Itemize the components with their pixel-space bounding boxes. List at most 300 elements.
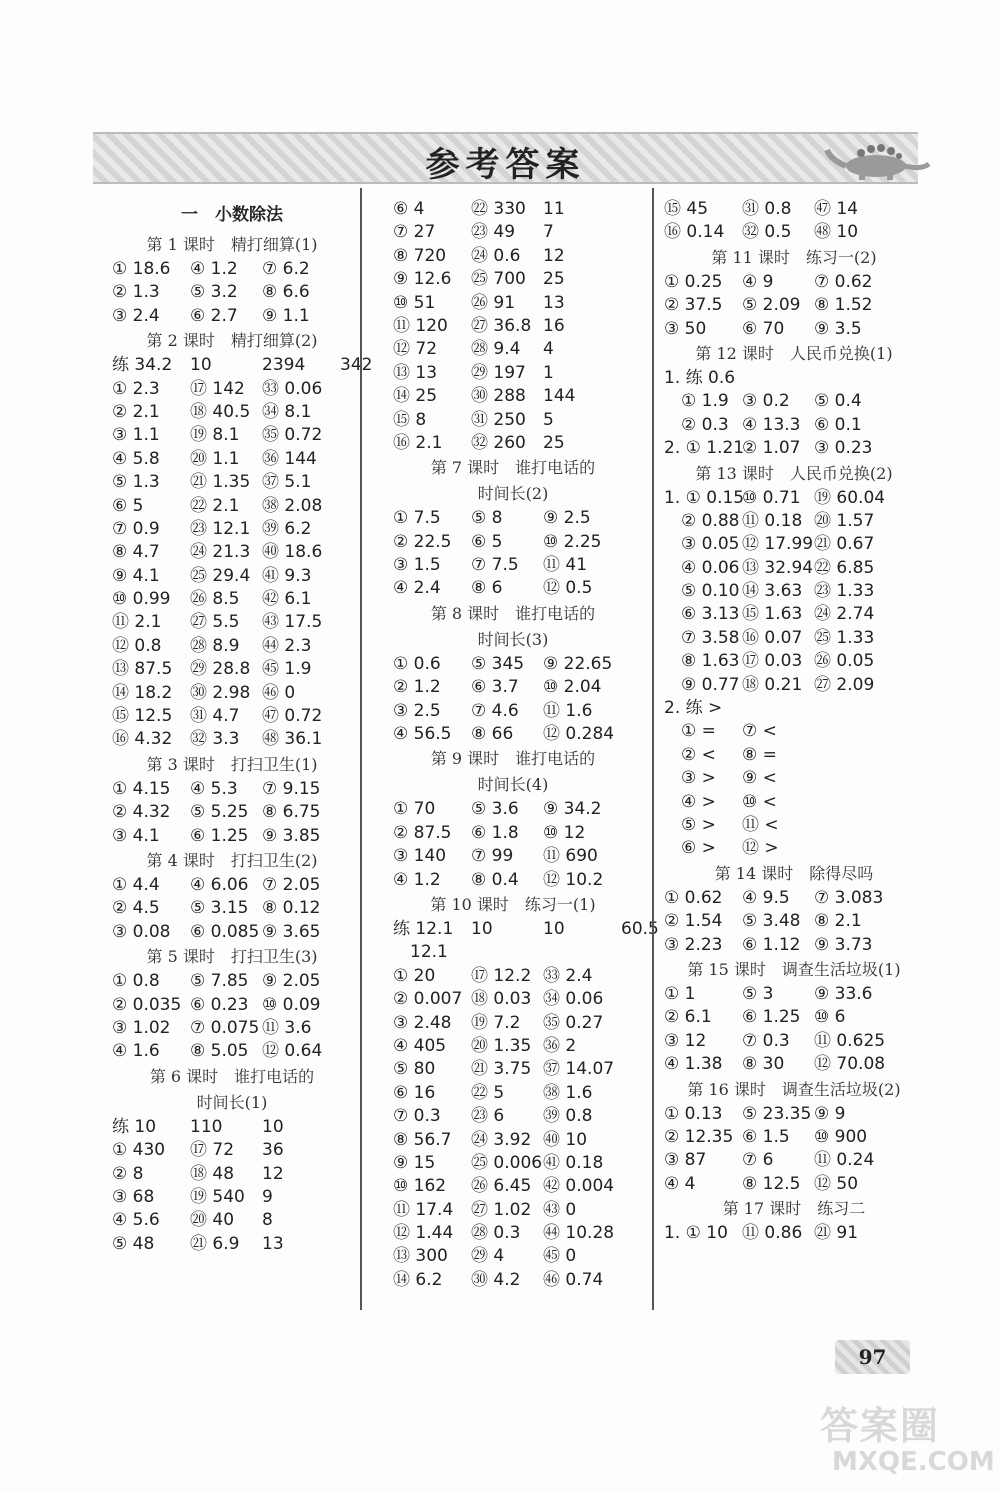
answer-cell: ㉔ 0.6 <box>471 245 521 266</box>
answer-cell: ③ 2.4 <box>112 305 160 326</box>
answer-cell: ⑯ 0.07 <box>742 627 803 648</box>
answer-cell: ⑪ 2.1 <box>112 612 162 633</box>
answer-row <box>664 533 924 556</box>
answer-cell: ⑤ 48 <box>112 1233 155 1254</box>
answer-cell: ⑤ 80 <box>393 1059 436 1080</box>
answer-cell: ⑤ 3.48 <box>742 911 801 932</box>
answer-cell: ㉙ 197 <box>471 362 526 383</box>
answer-cell: ㉓ 12.1 <box>190 518 251 539</box>
page-title: 参考答案 <box>425 145 586 185</box>
answer-cell: 1. ① 0.15 <box>664 487 745 508</box>
answer-cell: ⑭ 18.2 <box>112 682 173 703</box>
answer-row <box>112 682 352 705</box>
answer-cell: 练 12.1 <box>393 918 454 939</box>
answer-row <box>393 385 633 408</box>
answer-row <box>112 258 352 281</box>
answer-cell: ⑤ 7.85 <box>190 971 249 992</box>
lesson-heading: 第 3 课时 打扫卫生(1) <box>146 754 318 774</box>
answer-row <box>112 728 352 751</box>
answer-row <box>664 198 924 221</box>
answer-row <box>664 814 924 837</box>
answer-row <box>112 281 352 304</box>
answer-row <box>112 825 352 848</box>
answer-row <box>112 1233 352 1256</box>
answer-cell: ② < <box>664 744 716 765</box>
answer-row <box>393 338 633 361</box>
answer-cell: ④ 4 <box>664 1173 696 1194</box>
answer-row <box>664 557 924 580</box>
answer-cell: ⑧ 6.75 <box>262 802 321 823</box>
answer-cell: ⑨ 2.05 <box>262 971 321 992</box>
answer-row <box>393 1129 633 1152</box>
answer-cell: ⑫ 1.44 <box>393 1223 454 1244</box>
answer-row <box>664 910 924 933</box>
answer-cell: ㉛ 4.7 <box>190 706 240 727</box>
answer-cell: ⑧ 1.52 <box>814 295 873 316</box>
answer-cell: ⑧ 6 <box>471 578 503 599</box>
answer-cell: ㉟ 0.72 <box>262 425 323 446</box>
answer-cell: ㊵ 10 <box>543 1129 588 1150</box>
answer-row <box>112 305 352 328</box>
lesson-heading: 第 11 课时 练习一(2) <box>711 247 877 267</box>
lesson-heading: 时间长(2) <box>477 484 549 504</box>
answer-row <box>664 697 924 720</box>
answer-cell: ⑤ 5.25 <box>190 802 249 823</box>
answer-row <box>393 507 633 530</box>
answer-row <box>664 1149 924 1172</box>
answer-row <box>664 294 924 317</box>
answer-row <box>393 577 633 600</box>
answer-cell: ⑧ 6.6 <box>262 282 310 303</box>
answer-cell: ㉛ 0.8 <box>742 199 792 219</box>
answer-row <box>393 1222 633 1245</box>
lesson-heading: 第 4 课时 打扫卫生(2) <box>146 850 318 870</box>
answer-row <box>112 518 352 541</box>
answer-row <box>112 1040 352 1063</box>
answer-cell: 144 <box>543 386 576 407</box>
answer-row <box>664 487 924 510</box>
answer-row <box>393 1175 633 1198</box>
answer-cell: ⑤ 0.10 <box>664 581 740 602</box>
answer-cell: ⑩ 12 <box>543 822 586 843</box>
answer-cell: ② 0.007 <box>393 989 463 1010</box>
answer-cell: ④ 1.2 <box>190 259 238 279</box>
answer-cell: ㊼ 0.72 <box>262 706 323 727</box>
answer-cell: ④ 56.5 <box>393 724 452 745</box>
answer-cell: ⑫ 0.64 <box>262 1041 323 1062</box>
answer-cell: ⑥ 0.1 <box>814 414 862 435</box>
answer-row <box>393 268 633 291</box>
lesson-heading: 第 13 课时 人民币兑换(2) <box>695 463 893 483</box>
answer-cell: ⑤ 3.15 <box>190 898 249 919</box>
answer-cell: 4 <box>543 339 554 360</box>
answer-cell: ⑱ 48 <box>190 1163 235 1184</box>
answer-row <box>112 778 352 801</box>
lesson-heading: 第 16 课时 调查生活垃圾(2) <box>687 1079 901 1099</box>
answer-row <box>393 676 633 699</box>
answer-cell: 12 <box>543 245 565 266</box>
answer-cell: ⑬ 13 <box>393 362 438 383</box>
answer-cell: ㊵ 18.6 <box>262 542 323 563</box>
answer-row <box>393 554 633 577</box>
unit-title: 一 小数除法 <box>181 205 283 225</box>
answer-cell: ㉗ 1.02 <box>471 1199 532 1220</box>
answer-row <box>664 603 924 626</box>
answer-row <box>393 198 633 221</box>
answer-cell: ⑯ 2.1 <box>393 432 443 453</box>
answer-row <box>393 1082 633 1105</box>
column-divider <box>360 188 362 1310</box>
answer-row <box>664 837 924 860</box>
answer-cell: ⑪ 3.6 <box>262 1017 312 1038</box>
answer-cell: ② 0.88 <box>664 510 740 531</box>
answer-row <box>112 921 352 944</box>
answer-cell: ㊳ 2.08 <box>262 495 323 516</box>
answer-cell: ⑧ = <box>742 744 777 765</box>
column-divider <box>652 188 654 1310</box>
answer-cell: ㉓ 1.33 <box>814 581 875 602</box>
answer-row <box>393 1245 633 1268</box>
answer-cell: ⑨ 3.73 <box>814 934 873 955</box>
answer-cell: ⑬ 87.5 <box>112 659 173 680</box>
answer-cell: ⑪ < <box>742 814 779 835</box>
answer-cell: ④ 1.6 <box>112 1041 160 1062</box>
title-banner <box>93 132 918 184</box>
answer-cell: ⑤ 3 <box>742 983 774 1004</box>
answer-cell: ⑨ 22.65 <box>543 653 613 674</box>
answer-row <box>393 845 633 868</box>
answer-cell: ③ 140 <box>393 846 447 867</box>
answer-cell: ㉗ 2.09 <box>814 674 875 695</box>
answer-row <box>664 437 924 460</box>
answer-row <box>664 720 924 743</box>
answer-cell: ㊼ 14 <box>814 199 859 219</box>
answer-cell: ㉖ 0.05 <box>814 651 875 672</box>
answer-cell: ㊱ 144 <box>262 448 317 469</box>
answer-cell: ㉚ 2.98 <box>190 682 251 703</box>
answer-cell: ④ 5.8 <box>112 448 160 469</box>
answer-cell: ④ 9 <box>742 271 774 292</box>
answer-cell: ⑧ 66 <box>471 724 514 745</box>
answer-row <box>393 221 633 244</box>
answer-cell: ㉜ 260 <box>471 432 526 453</box>
answer-row <box>112 970 352 993</box>
answer-cell: ⑫ 0.5 <box>543 578 593 599</box>
answer-cell: ④ 6.06 <box>190 874 249 895</box>
answer-cell: ⑧ 1.63 <box>664 651 740 672</box>
answer-cell: ⑮ 12.5 <box>112 706 173 727</box>
answer-cell: 12.1 <box>393 942 448 963</box>
answer-row <box>393 1152 633 1175</box>
answer-cell: ⑬ 32.94 <box>742 557 814 578</box>
answer-cell: ⑥ 3.7 <box>471 677 519 698</box>
answer-cell: ③ 2.48 <box>393 1012 452 1033</box>
answer-cell: ① 4.4 <box>112 874 160 895</box>
answer-cell: ② 2.1 <box>112 401 160 422</box>
answer-cell: ① 20 <box>393 965 436 986</box>
answer-row <box>112 424 352 447</box>
answer-cell: ② 1.2 <box>393 677 441 698</box>
answer-cell: 5 <box>543 409 554 430</box>
answer-row <box>393 822 633 845</box>
answer-cell: ② 4.32 <box>112 802 171 823</box>
answer-cell: ㉓ 6 <box>471 1106 505 1127</box>
answer-cell: ㊽ 10 <box>814 222 859 243</box>
answer-row <box>393 1105 633 1128</box>
answer-cell: ㉒ 2.1 <box>190 495 240 516</box>
answer-row <box>664 983 924 1006</box>
answer-cell: ㊳ 1.6 <box>543 1082 593 1103</box>
answer-cell: ⑤ 345 <box>471 653 525 674</box>
answer-cell: ⑪ 0.24 <box>814 1150 875 1171</box>
answer-row <box>664 580 924 603</box>
answer-cell: ① = <box>664 721 716 742</box>
answer-cell: ⑦ 27 <box>393 222 436 243</box>
answer-cell: ㉕ 700 <box>471 269 526 290</box>
answer-row <box>664 1030 924 1053</box>
answer-cell: ③ 0.05 <box>664 534 740 555</box>
answer-row <box>664 1006 924 1029</box>
answer-row <box>393 918 659 941</box>
answer-cell: ① 1.9 <box>664 391 729 412</box>
answer-cell: ⑧ 12.5 <box>742 1173 801 1194</box>
answer-cell: ⑲ 60.04 <box>814 487 886 508</box>
answer-row <box>664 887 924 910</box>
answer-cell: ⑨ 3.85 <box>262 825 321 846</box>
answer-cell: ⑨ 3.5 <box>814 318 862 339</box>
answer-cell: ⑥ 1.5 <box>742 1126 790 1147</box>
answer-cell: ㉝ 0.06 <box>262 378 323 399</box>
answer-cell: ⑦ 2.05 <box>262 874 321 895</box>
answer-cell: ⑯ 0.14 <box>664 222 725 243</box>
answer-row <box>112 354 373 377</box>
answer-cell: ⑨ 3.65 <box>262 921 321 942</box>
answer-cell: ㉘ 9.4 <box>471 339 521 360</box>
lesson-heading: 第 14 课时 除得尽吗 <box>714 863 874 883</box>
answer-cell: ④ > <box>664 791 716 812</box>
answer-cell: ㊻ 0 <box>262 682 296 703</box>
answer-cell: ㉖ 91 <box>471 292 516 313</box>
answer-cell: ㊸ 17.5 <box>262 612 323 633</box>
answer-cell: ⑪ 1.6 <box>543 700 593 721</box>
answer-cell: ⑲ 540 <box>190 1186 245 1207</box>
answer-row <box>664 1222 924 1245</box>
answer-cell: ⑪ 41 <box>543 555 588 576</box>
answer-row <box>664 390 924 413</box>
answer-cell: ② 87.5 <box>393 822 452 843</box>
answer-cell: 1. 练 0.6 <box>664 367 736 388</box>
answer-cell: ⑥ 70 <box>742 318 785 339</box>
answer-cell: ㉒ 6.85 <box>814 557 875 578</box>
answer-cell: ㊻ 0.74 <box>543 1269 604 1290</box>
lesson-heading: 第 2 课时 精打细算(2) <box>146 331 318 351</box>
answer-row <box>393 988 633 1011</box>
answer-cell: ⑳ 1.1 <box>190 448 240 469</box>
answer-cell: ② 1.3 <box>112 282 160 303</box>
answer-row <box>112 401 352 424</box>
answer-cell: 10 <box>543 918 565 939</box>
answer-cell: ⑬ 300 <box>393 1246 448 1267</box>
answer-cell: 60.5 <box>621 918 659 939</box>
answer-row <box>664 767 924 790</box>
answer-cell: ㉓ 49 <box>471 222 516 243</box>
answer-cell: 36 <box>262 1140 284 1161</box>
answer-cell: ⑦ 0.075 <box>190 1017 260 1038</box>
answer-cell: 25 <box>543 432 565 453</box>
answer-cell: 16 <box>543 315 565 336</box>
answer-row <box>393 292 633 315</box>
answer-cell: 练 10 <box>112 1116 157 1137</box>
answer-cell: ⑧ 720 <box>393 245 447 266</box>
answer-cell: ⑰ 142 <box>190 378 245 399</box>
answer-cell: ㊱ 2 <box>543 1035 577 1056</box>
answer-cell: ④ 9.5 <box>742 887 790 908</box>
answer-row <box>664 414 924 437</box>
answer-cell: 110 <box>190 1116 223 1137</box>
answer-row <box>664 1126 924 1149</box>
answer-cell: ㊹ 2.3 <box>262 635 312 656</box>
answer-row <box>112 448 352 471</box>
answer-cell: ⑱ 0.21 <box>742 674 803 695</box>
answer-cell: ㉙ 4 <box>471 1246 505 1267</box>
answer-cell: ⑨ 9 <box>814 1103 846 1124</box>
answer-cell: ㊷ 0.004 <box>543 1176 615 1197</box>
answer-row <box>664 271 924 294</box>
answer-cell: ⑫ > <box>742 838 779 859</box>
answer-cell: ③ 2.5 <box>393 700 441 721</box>
answer-cell: ㊸ 0 <box>543 1199 577 1220</box>
answer-cell: ⑥ 5 <box>471 531 503 552</box>
answer-row <box>664 674 924 697</box>
answer-cell: ⑧ 5.05 <box>190 1041 249 1062</box>
answer-cell: 练 34.2 <box>112 355 173 376</box>
answer-cell: ⑥ 0.085 <box>190 921 260 942</box>
answer-cell: ⑫ 17.99 <box>742 534 814 555</box>
answer-cell: ㉚ 4.2 <box>471 1269 521 1290</box>
answer-cell: ㉕ 29.4 <box>190 565 251 586</box>
answer-row <box>393 1199 633 1222</box>
answer-cell: ⑥ 5 <box>112 495 144 516</box>
answer-cell: ① 4.15 <box>112 778 171 799</box>
answer-cell: ① 70 <box>393 799 436 820</box>
answer-cell: ⑤ 0.4 <box>814 391 862 412</box>
answer-cell: ⑥ 2.7 <box>190 305 238 326</box>
lesson-heading: 第 7 课时 谁打电话的 <box>430 458 596 478</box>
answer-row <box>112 1139 352 1162</box>
answer-cell: ① 7.5 <box>393 508 441 529</box>
answer-cell: ⑩ 162 <box>393 1176 447 1197</box>
answer-row <box>393 1012 633 1035</box>
answer-cell: ㉘ 8.9 <box>190 635 240 656</box>
answer-cell: 2394 <box>262 355 306 376</box>
answer-cell: ㉖ 8.5 <box>190 589 240 610</box>
answer-cell: ⑦ < <box>742 721 777 742</box>
answer-row <box>393 1058 633 1081</box>
answer-cell: ⑲ 7.2 <box>471 1012 521 1033</box>
answer-cell: 1. ① 10 <box>664 1223 728 1244</box>
answer-cell: 9 <box>262 1186 273 1207</box>
answer-cell: ⑨ 4.1 <box>112 565 160 586</box>
answer-cell: 342 <box>340 355 373 376</box>
answer-cell: ㉙ 28.8 <box>190 659 251 680</box>
answer-cell: ⑰ 12.2 <box>471 965 532 986</box>
answer-cell: ⑤ 2.09 <box>742 295 801 316</box>
answer-cell: ㊴ 6.2 <box>262 518 312 539</box>
answer-cell: ① 18.6 <box>112 259 171 279</box>
answer-cell: ㊶ 0.18 <box>543 1152 604 1173</box>
answer-cell: ⑦ 3.58 <box>664 627 740 648</box>
answer-cell: ⑪ 690 <box>543 846 598 867</box>
answer-row <box>664 791 924 814</box>
answer-cell: ⑮ 1.63 <box>742 604 803 625</box>
answer-row <box>664 510 924 533</box>
answer-cell: ㊲ 14.07 <box>543 1059 615 1080</box>
answer-row <box>393 965 633 988</box>
answer-cell: ⑦ 6 <box>742 1150 774 1171</box>
answer-cell: ④ 0.06 <box>664 557 740 578</box>
answer-row <box>112 897 352 920</box>
answer-row <box>393 700 633 723</box>
answer-cell: ⑪ 120 <box>393 315 448 336</box>
watermark <box>820 1395 995 1485</box>
answer-cell: ⑥ 1.25 <box>742 1007 801 1028</box>
answer-row <box>112 565 352 588</box>
answer-row <box>664 650 924 673</box>
answer-cell: 10 <box>471 918 493 939</box>
answer-cell: ④ 405 <box>393 1035 447 1056</box>
answer-cell: ⑩ 900 <box>814 1126 868 1147</box>
answer-cell: ㊲ 5.1 <box>262 472 312 493</box>
answer-column-1 <box>112 198 373 1256</box>
answer-cell: 11 <box>543 199 565 219</box>
answer-row <box>664 1053 924 1076</box>
answer-cell: 7 <box>543 222 554 243</box>
answer-cell: ⑫ 72 <box>393 339 438 360</box>
answer-cell: ② 0.035 <box>112 994 182 1015</box>
answer-cell: ⑤ 1.3 <box>112 472 160 493</box>
answer-row <box>112 1017 352 1040</box>
answer-cell: ⑦ 9.15 <box>262 778 321 799</box>
answer-cell: ⑥ > <box>664 838 716 859</box>
answer-cell: 10 <box>262 1116 284 1137</box>
answer-cell: ⑰ 72 <box>190 1140 235 1161</box>
lesson-heading: 时间长(4) <box>477 775 549 795</box>
answer-cell: ㉘ 0.3 <box>471 1223 521 1244</box>
answer-cell: ㉝ 2.4 <box>543 965 593 986</box>
answer-cell: ⑦ 99 <box>471 846 514 867</box>
answer-cell: ⑰ 0.03 <box>742 651 803 672</box>
answer-cell: 2. ① 1.21 <box>664 438 745 459</box>
answer-cell: ③ 50 <box>664 318 707 339</box>
answer-cell: ⑱ 0.03 <box>471 989 532 1010</box>
answer-cell: ㊴ 0.8 <box>543 1106 593 1127</box>
answer-cell: ㉞ 8.1 <box>262 401 312 422</box>
watermark-logo-text: 答案圈 <box>820 1404 941 1448</box>
answer-cell: ⑨ 15 <box>393 1152 436 1173</box>
lesson-heading: 第 10 课时 练习一(1) <box>430 894 596 914</box>
answer-cell: ① 2.3 <box>112 378 160 399</box>
answer-cell: ③ 1.1 <box>112 425 160 446</box>
answer-cell: ⑦ 4.6 <box>471 700 519 721</box>
answer-cell: ㉑ 1.35 <box>190 472 251 493</box>
lesson-heading: 第 5 课时 打扫卫生(3) <box>146 947 318 967</box>
answer-cell: ㉞ 0.06 <box>543 989 604 1010</box>
answer-cell: ② 0.3 <box>664 414 729 435</box>
answer-cell: ② 37.5 <box>664 295 723 316</box>
answer-cell: ㉑ 0.67 <box>814 534 875 555</box>
answer-cell: ⑦ 0.9 <box>112 518 160 539</box>
answer-cell: ③ 0.23 <box>814 438 873 459</box>
